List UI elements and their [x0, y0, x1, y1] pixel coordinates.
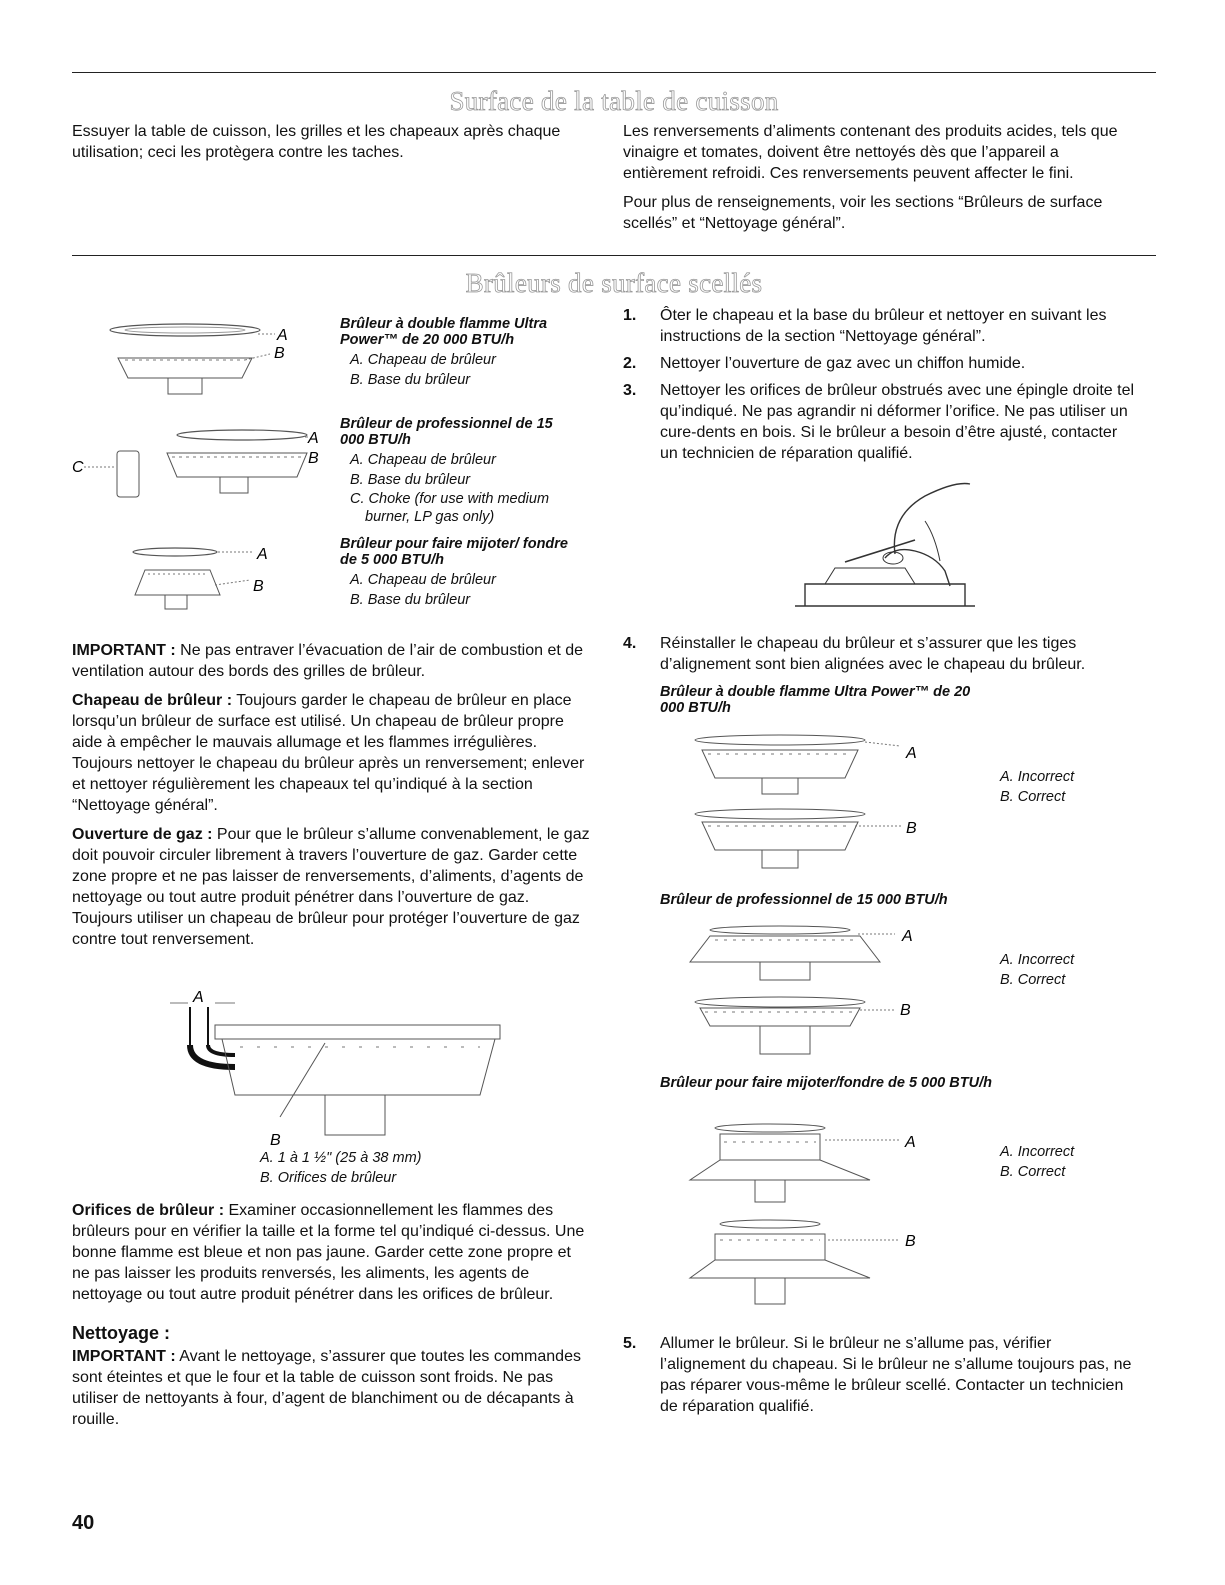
cap-label: Chapeau de brûleur :	[72, 692, 233, 709]
align-fig3-legend	[1000, 1142, 1130, 1182]
burner3-title: Brûleur pour faire mijoter/ fondre de 5 000 BTU/h	[340, 536, 568, 568]
burner1-label-b: B	[274, 345, 285, 362]
align-fig1-title-wrap	[660, 684, 980, 716]
nettoyage-paragraph	[72, 1346, 592, 1430]
surface-left-column	[72, 121, 592, 171]
steps-1-3	[623, 305, 1138, 470]
orifice-caption	[260, 1148, 560, 1188]
nettoyage-heading: Nettoyage :	[72, 1323, 171, 1343]
cleaning-steps-list-3	[623, 1333, 1138, 1417]
gas-paragraph	[72, 824, 592, 950]
orifice-label-a: A	[193, 989, 204, 1006]
orifice-illustration	[160, 985, 520, 1149]
step-5-text: Allumer le brûleur. Si le brûleur ne s’allume pas, vérifier l’alignement du chapeau. Si le brûleur ne s’allume toujours pas, ne pas réparer vous-même le brûleur scellé. Contacter un technicien de réparation qualifié.	[660, 1335, 1132, 1415]
cleaning-steps-list-1	[623, 305, 1138, 464]
align-fig1-label-b: B	[906, 820, 917, 837]
orifices-paragraph	[72, 1200, 592, 1305]
important-label: IMPORTANT :	[72, 642, 176, 659]
section-rule	[72, 255, 1156, 256]
align-fig2-label-a: A	[902, 928, 913, 945]
nettoyage-important-label: IMPORTANT :	[72, 1348, 176, 1365]
cleaning-steps-list-2	[623, 633, 1138, 675]
burner2-label-a: A	[308, 430, 319, 447]
burner1-item-a: A. Chapeau de brûleur	[350, 352, 496, 368]
align-fig1-title: Brûleur à double flamme Ultra Power™ de 20 000 BTU/h	[660, 684, 971, 716]
burner-professional-illustration	[72, 425, 332, 525]
burner2-item-c: C. Choke (for use with medium burner, LP gas only)	[350, 491, 550, 525]
align-fig2-item-a: A. Incorrect	[1000, 952, 1075, 968]
burner2-label-c: C	[72, 459, 84, 476]
step-2-num: 2.	[623, 355, 637, 372]
align-fig2-title-wrap	[660, 892, 1000, 908]
align-fig2-label-b: B	[900, 1002, 911, 1019]
align-fig2-illustration	[690, 922, 930, 1062]
step-1	[623, 305, 1138, 347]
align-fig3-illustration	[690, 1120, 930, 1315]
orifices-column	[72, 1200, 592, 1438]
burner3-item-a: A. Chapeau de brûleur	[350, 572, 496, 588]
hand-pin-illustration	[795, 476, 975, 611]
burner3-label-b: B	[253, 578, 264, 595]
orifices-text: Examiner occasionnellement les flammes des brûleurs pour en vérifier la taille et la forme tel qu’indiqué ci-dessus. Une bonne flamme est bleue et non pas jaune. Garder cette zone propre et ne pas laisser les produits renversés, les aliments, les agents de nettoyage ou tout autre produit pénétrer dans les orifices de brûleur.	[72, 1202, 585, 1303]
cap-paragraph	[72, 690, 592, 816]
step-4	[623, 633, 1138, 675]
surface-paragraph-right-1: Les renversements d’aliments contenant des produits acides, tels que vinaigre et tomates, doivent être nettoyés dès que l’appareil a entièrement refroidi. Ces renversements peuvent affecter le fini.	[623, 123, 1118, 182]
align-fig3-label-b: B	[905, 1233, 916, 1250]
align-fig1-illustration	[680, 730, 930, 875]
step-5	[623, 1333, 1138, 1417]
burner3-caption	[340, 536, 580, 610]
step-4-text: Réinstaller le chapeau du brûleur et s’assurer que les tiges d’alignement sont bien alignées avec le chapeau du brûleur.	[660, 635, 1086, 673]
step-5-block	[623, 1333, 1138, 1423]
burner2-label-b: B	[308, 450, 319, 467]
step-3-text: Nettoyer les orifices de brûleur obstrués avec une épingle droite tel qu’indiqué. Ne pas agrandir ni déformer l’orifice. Ne pas utiliser un cure-dents en bois. Si le brûleur a besoin d’être ajusté, contacter un technicien de réparation qualifié.	[660, 382, 1135, 462]
burner2-item-b: B. Base du brûleur	[350, 472, 471, 488]
burner1-label-a: A	[277, 327, 288, 344]
important-paragraph	[72, 640, 592, 682]
cap-text: Toujours garder le chapeau de brûleur en place lorsqu’un brûleur de surface est utilisé. Un chapeau de brûleur propre aide à empêcher le mauvais allumage et les flammes irrégulières. Toujours nettoyer le chapeau du brûleur après un renversement; enlever et nettoyer régulièrement les chapeaux tel qu’indiqué à la section “Nettoyage général”.	[72, 692, 585, 814]
surface-paragraph-left: Essuyer la table de cuisson, les grilles et les chapeaux après chaque utilisation; ceci les protègera contre les taches.	[72, 123, 561, 161]
step-2-text: Nettoyer l’ouverture de gaz avec un chiffon humide.	[660, 355, 1026, 372]
surface-right-column	[623, 121, 1133, 242]
align-fig2-legend	[1000, 950, 1130, 990]
step-3	[623, 380, 1138, 464]
orifice-label-b: B	[270, 1132, 281, 1149]
align-fig2-title: Brûleur de professionnel de 15 000 BTU/h	[660, 892, 948, 908]
burner3-item-b: B. Base du brûleur	[350, 592, 471, 608]
burner2-title: Brûleur de professionnel de 15 000 BTU/h	[340, 416, 553, 448]
step-2	[623, 353, 1138, 374]
align-fig2-item-b: B. Correct	[1000, 972, 1066, 988]
align-fig1-item-b: B. Correct	[1000, 789, 1066, 805]
page-number: 40	[72, 1512, 95, 1534]
gas-text: Pour que le brûleur s’allume convenablement, le gaz doit pouvoir circuler librement à travers l’ouverture de gaz. Garder cette zone propre et ne pas laisser de renversements, d’aliments, d’agents de nettoyage ou tout autre produit pénétrer dans l’ouverture de gaz. Toujours utiliser un chapeau de brûleur pour protéger l’ouverture de gaz contre tout renversement.	[72, 826, 590, 948]
step-4-block	[623, 633, 1138, 681]
orifice-item-a: A. 1 à 1 ½" (25 à 38 mm)	[260, 1150, 422, 1166]
burner-info-column	[72, 640, 592, 958]
burner1-item-b: B. Base du brûleur	[350, 372, 471, 388]
align-fig3-title: Brûleur pour faire mijoter/fondre de 5 000 BTU/h	[660, 1075, 992, 1091]
step-5-num: 5.	[623, 1335, 637, 1352]
burner1-caption	[340, 316, 580, 390]
orifice-item-b: B. Orifices de brûleur	[260, 1170, 397, 1186]
align-fig1-legend	[1000, 767, 1130, 807]
orifices-label: Orifices de brûleur :	[72, 1202, 225, 1219]
step-1-text: Ôter le chapeau et la base du brûleur et nettoyer en suivant les instructions de la section “Nettoyage général”.	[660, 307, 1107, 345]
important-text: Ne pas entraver l’évacuation de l’air de combustion et de ventilation autour des bords des grilles de brûleur.	[72, 642, 584, 680]
align-fig1-item-a: A. Incorrect	[1000, 769, 1075, 785]
burner1-title: Brûleur à double flamme Ultra Power™ de 20 000 BTU/h	[340, 316, 548, 348]
section-title-burners: Brûleurs de surface scellés	[465, 268, 763, 298]
section-title-surface: Surface de la table de cuisson	[449, 86, 779, 116]
align-fig3-item-b: B. Correct	[1000, 1164, 1066, 1180]
burner2-item-a: A. Chapeau de brûleur	[350, 452, 496, 468]
burner2-caption	[340, 416, 580, 526]
burner-ultra-power-illustration	[100, 318, 300, 398]
step-1-num: 1.	[623, 307, 637, 324]
align-fig3-item-a: A. Incorrect	[1000, 1144, 1075, 1160]
align-fig3-title-wrap	[660, 1075, 1000, 1091]
top-rule	[72, 72, 1156, 73]
gas-label: Ouverture de gaz :	[72, 826, 213, 843]
burner-simmer-illustration	[120, 540, 280, 620]
step-4-num: 4.	[623, 635, 637, 652]
surface-paragraph-right-2: Pour plus de renseignements, voir les sections “Brûleurs de surface scellés” et “Nettoyage général”.	[623, 194, 1103, 232]
burner3-label-a: A	[257, 546, 268, 563]
step-3-num: 3.	[623, 382, 637, 399]
nettoyage-text: Avant le nettoyage, s’assurer que toutes les commandes sont éteintes et que le four et la table de cuisson sont froids. Ne pas utiliser de nettoyants à four, d’agent de blanchiment ou de décapants à rouille.	[72, 1348, 581, 1428]
align-fig3-label-a: A	[905, 1134, 916, 1151]
align-fig1-label-a: A	[906, 745, 917, 762]
